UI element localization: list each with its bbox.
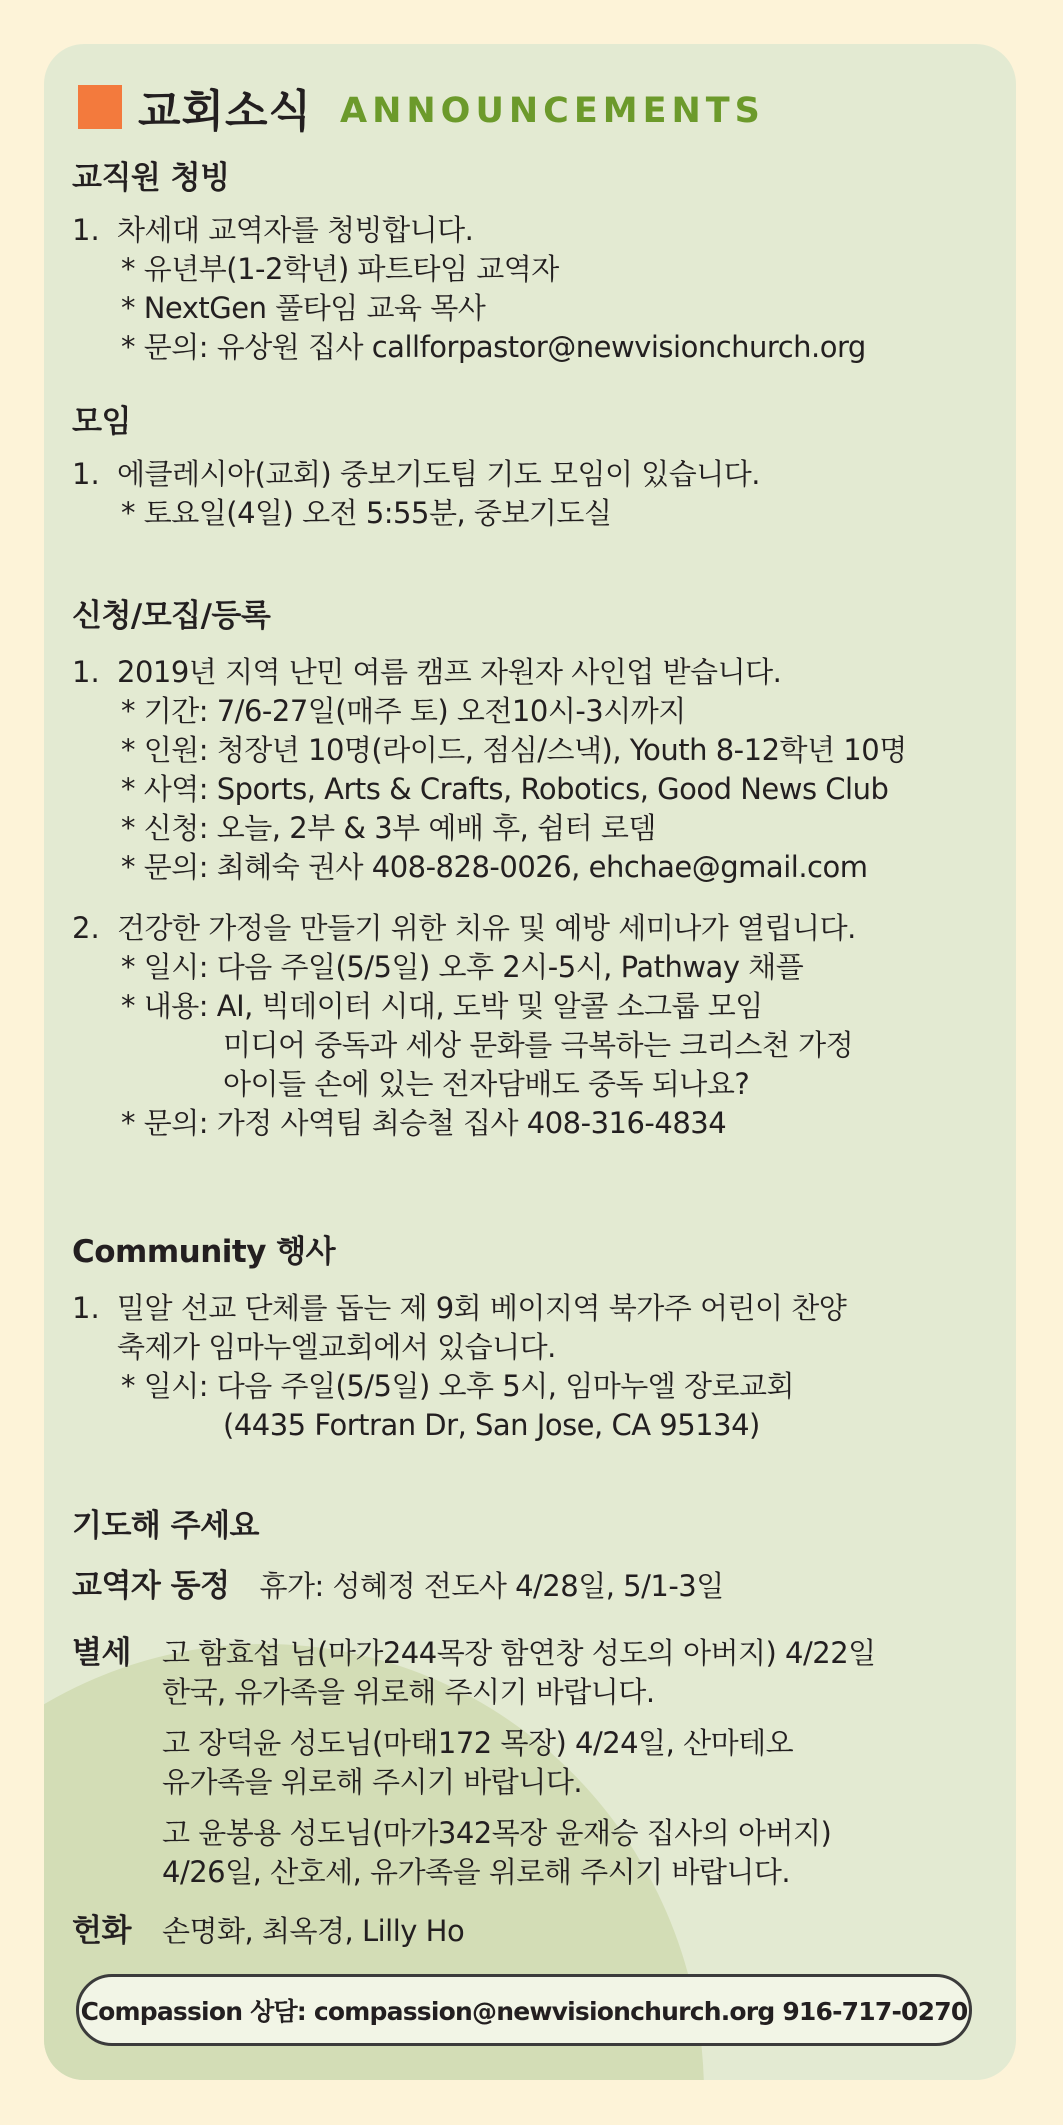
item-line: * NextGen 풀타임 교육 목사: [121, 291, 486, 325]
death-notice-line: 4/26일, 산호세, 유가족을 위로해 주시기 바랍니다.: [162, 1855, 791, 1889]
flower-row: [72, 1912, 876, 1951]
list-item: [72, 1289, 846, 1445]
section-register: [72, 590, 907, 1143]
death-notice-line: 고 장덕윤 성도님(마태172 목장) 4/24일, 산마테오: [162, 1726, 794, 1760]
item-line: * 토요일(4일) 오전 5:55분, 중보기도실: [121, 496, 612, 530]
death-row: [72, 1634, 876, 1892]
item-line: * 신청: 오늘, 2부 & 3부 예배 후, 쉼터 로뎀: [121, 811, 656, 845]
list-item: [72, 653, 907, 887]
item-line: 에클레시아(교회) 중보기도팀 기도 모임이 있습니다.: [117, 457, 761, 491]
item-line: 축제가 임마누엘교회에서 있습니다.: [117, 1330, 556, 1364]
item-line: 차세대 교역자를 청빙합니다.: [117, 213, 474, 247]
item-line: * 유년부(1-2학년) 파트타임 교역자: [121, 252, 559, 286]
item-line: * 기간: 7/6-27일(매주 토) 오전10시-3시까지: [121, 694, 686, 728]
staff-news-row: [72, 1567, 876, 1606]
item-line: 2019년 지역 난민 여름 캠프 자원자 사인업 받습니다.: [117, 655, 782, 689]
item-number: 1.: [72, 655, 100, 689]
list-item: [72, 909, 907, 1143]
item-number: 1.: [72, 1291, 100, 1325]
item-line: 미디어 중독과 세상 문화를 극복하는 크리스천 가정: [223, 1028, 854, 1062]
compassion-text: Compassion 상담: compassion@newvisionchurch.org 916-717-0270: [80, 1997, 968, 2026]
staff-news-label: 교역자 동정: [72, 1568, 230, 1604]
list-item: [72, 455, 760, 533]
section-title: 기도해 주세요: [72, 1508, 259, 1544]
death-notice-line: 한국, 유가족을 위로해 주시기 바랍니다.: [162, 1675, 655, 1709]
flower-text: 손명화, 최옥경, Lilly Ho: [162, 1914, 465, 1948]
item-line: * 일시: 다음 주일(5/5일) 오후 5시, 임마누엘 장로교회: [121, 1369, 795, 1403]
item-line: * 일시: 다음 주일(5/5일) 오후 2시-5시, Pathway 채플: [121, 950, 804, 984]
section-title: Community 행사: [72, 1234, 336, 1270]
staff-news-text: 휴가: 성혜정 전도사 4/28일, 5/1-3일: [259, 1569, 724, 1603]
title-english: ANNOUNCEMENTS: [340, 91, 765, 131]
section-title: 교직원 청빙: [72, 160, 230, 196]
compassion-contact: [76, 1974, 972, 2046]
item-line: 건강한 가정을 만들기 위한 치유 및 예방 세미나가 열립니다.: [117, 911, 856, 945]
death-notice-line: 고 함효섭 님(마가244목장 함연창 성도의 아버지) 4/22일: [162, 1636, 876, 1670]
announcements-panel: [44, 44, 1016, 2080]
list-item: [72, 211, 866, 367]
item-number: 1.: [72, 457, 100, 491]
orange-square-icon: [78, 85, 122, 129]
section-community: [72, 1226, 846, 1445]
item-line: 아이들 손에 있는 전자담배도 중독 되나요?: [223, 1067, 750, 1101]
item-line: * 문의: 유상원 집사 callforpastor@newvisionchurch.org: [121, 330, 866, 364]
section-pastor: [72, 152, 866, 367]
item-line: * 내용: AI, 빅데이터 시대, 도박 및 알콜 소그룹 모임: [121, 989, 763, 1023]
item-number: 1.: [72, 213, 100, 247]
item-line: * 문의: 가정 사역팀 최승철 집사 408-316-4834: [121, 1106, 727, 1140]
item-line: 밀알 선교 단체를 돕는 제 9회 베이지역 북가주 어린이 찬양: [117, 1291, 847, 1325]
item-line: * 문의: 최혜숙 권사 408-828-0026, ehchae@gmail.com: [121, 850, 868, 884]
item-line: (4435 Fortran Dr, San Jose, CA 95134): [223, 1408, 760, 1442]
section-meeting: [72, 396, 760, 533]
title-korean: 교회소식: [138, 86, 313, 137]
death-notice-line: 고 윤봉용 성도님(마가342목장 윤재승 집사의 아버지): [162, 1816, 832, 1850]
flower-label: 헌화: [72, 1913, 131, 1949]
section-prayer: [72, 1500, 876, 1951]
header: [78, 72, 765, 142]
section-title: 신청/모집/등록: [72, 598, 271, 634]
item-number: 2.: [72, 911, 100, 945]
section-title: 모임: [72, 404, 131, 440]
item-line: * 인원: 청장년 10명(라이드, 점심/스낵), Youth 8-12학년 10명: [121, 733, 907, 767]
item-line: * 사역: Sports, Arts & Crafts, Robotics, Good News Club: [121, 772, 889, 806]
death-notice-line: 유가족을 위로해 주시기 바랍니다.: [162, 1765, 583, 1799]
death-label: 별세: [72, 1635, 131, 1671]
